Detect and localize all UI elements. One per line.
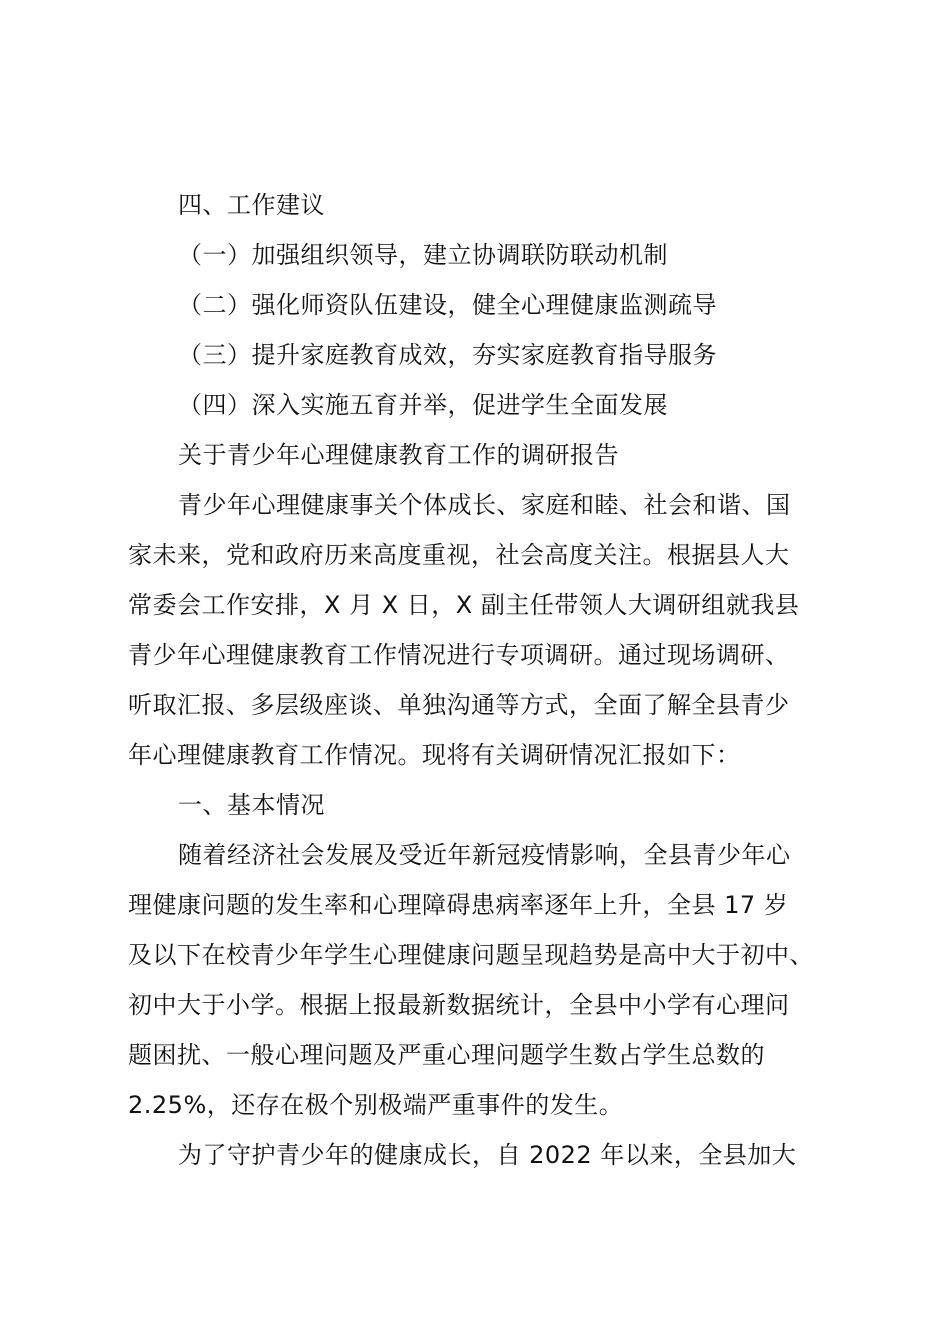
- paragraph-line: 年心理健康教育工作情况。现将有关调研情况汇报如下：: [128, 741, 741, 769]
- report-title: 关于青少年心理健康教育工作的调研报告: [178, 441, 619, 469]
- suggestion-item-4: （四）深入实施五育并举，促进学生全面发展: [178, 391, 668, 419]
- paragraph-line: 2.25%，还存在极个别极端严重事件的发生。: [128, 1091, 624, 1119]
- paragraph-line: 常委会工作安排，X 月 X 日，X 副主任带领人大调研组就我县: [128, 591, 800, 619]
- paragraph-line: 随着经济社会发展及受近年新冠疫情影响，全县青少年心: [178, 841, 791, 869]
- suggestion-item-2: （二）强化师资队伍建设，健全心理健康监测疏导: [178, 291, 717, 319]
- intro-paragraph: [128, 480, 832, 780]
- paragraph-line: 青少年心理健康教育工作情况进行专项调研。通过现场调研、: [128, 641, 790, 669]
- paragraph-line: 初中大于小学。根据上报最新数据统计，全县中小学有心理问: [128, 991, 790, 1019]
- section-heading-suggestions: 四、工作建议: [178, 191, 325, 219]
- basic-situation-paragraph: [128, 830, 832, 1130]
- paragraph-line: 听取汇报、多层级座谈、单独沟通等方式，全面了解全县青少: [128, 691, 790, 719]
- paragraph-line: 家未来，党和政府历来高度重视，社会高度关注。根据县人大: [128, 541, 790, 569]
- section-heading-basic: 一、基本情况: [178, 791, 325, 819]
- paragraph-line-last: 为了守护青少年的健康成长，自 2022 年以来，全县加大: [178, 1141, 797, 1169]
- paragraph-line: 青少年心理健康事关个体成长、家庭和睦、社会和谐、国: [178, 491, 791, 519]
- paragraph-line: 理健康问题的发生率和心理障碍患病率逐年上升，全县 17 岁: [128, 891, 789, 919]
- paragraph-line: 及以下在校青少年学生心理健康问题呈现趋势是高中大于初中、: [128, 941, 814, 969]
- suggestion-item-1: （一）加强组织领导，建立协调联防联动机制: [178, 241, 668, 269]
- document-body: [128, 180, 832, 1180]
- paragraph-line: 题困扰、一般心理问题及严重心理问题学生数占学生总数的: [128, 1041, 765, 1069]
- suggestion-item-3: （三）提升家庭教育成效，夯实家庭教育指导服务: [178, 341, 717, 369]
